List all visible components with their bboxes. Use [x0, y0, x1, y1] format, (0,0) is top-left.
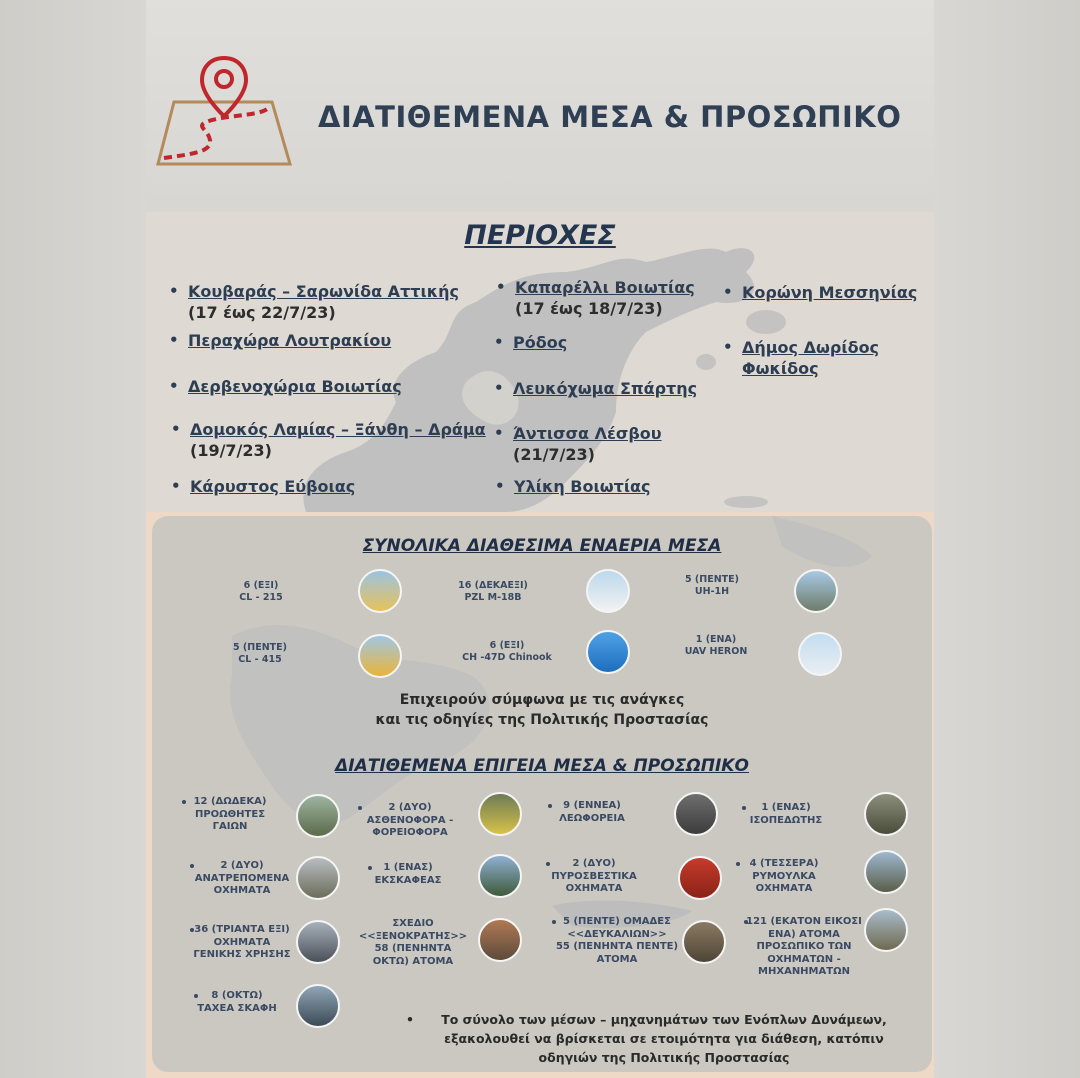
resources-panel	[152, 516, 932, 1072]
ground-item-label: 1 (ΕΝΑΣ) ΙΣΟΠΕΔΩΤΗΣ	[749, 802, 823, 826]
ground-item-label: 121 (ΕΚΑΤΟΝ ΕΙΚΟΣΙ ΕΝΑ) ΑΤΟΜΑ ΠΡΟΣΩΠΙΚΟ ΤΩΝ ΟΧΗΜΑΤΩΝ - ΜΗΧΑΝΗΜΑΤΩΝ	[746, 916, 862, 977]
grader-icon	[864, 792, 908, 836]
air-item-label: 6 (ΕΞΙ) CH -47D Chinook	[462, 640, 552, 663]
dump-truck-icon	[296, 856, 340, 900]
infographic-poster	[146, 0, 934, 1078]
region-item: • Περαχώρα Λουτρακίου	[169, 331, 392, 350]
ground-item-label: 2 (ΔΥΟ) ΑΝΑΤΡΕΠΟΜΕΝΑ ΟΧΗΜΑΤΑ	[194, 860, 290, 896]
bullet: •	[171, 420, 181, 438]
ground-item-label: 9 (ΕΝΝΕΑ) ΛΕΩΦΟΡΕΙΑ	[559, 800, 625, 824]
ground-item-label: 2 (ΔΥΟ) ΑΣΘΕΝΟΦΟΡΑ - ΦΟΡΕΙΟΦΟΡΑ	[366, 802, 454, 838]
ground-item-label: ΣΧΕΔΙΟ <<ΞΕΝΟΚΡΑΤΗΣ>> 58 (ΠΕΝΗΝΤΑ ΟΚΤΩ) ΑΤΟΜΑ	[358, 918, 468, 967]
ground-item-label: 5 (ΠΕΝΤΕ) ΟΜΑΔΕΣ <<ΔΕΥΚΑΛΙΩΝ>> 55 (ΠΕΝΗΝΤΑ ΠΕΝΤΕ) ΑΤΟΜΑ	[555, 916, 679, 965]
ground-assets-title: ΔΙΑΤΙΘΕΜΕΝΑ ΕΠΙΓΕΙΑ ΜΕΣΑ & ΠΡΟΣΩΠΙΚΟ	[335, 756, 749, 776]
ground-item-label: 1 (ΕΝΑΣ) ΕΚΣΚΑΦΕΑΣ	[374, 862, 442, 886]
bullet: •	[169, 282, 179, 300]
ambulance-icon	[478, 792, 522, 836]
canadair-cl415-icon	[358, 634, 402, 678]
bullet: •	[406, 1012, 414, 1027]
personnel-vehicles-icon	[864, 908, 908, 952]
region-item: • Ρόδος	[494, 333, 568, 352]
ground-item-label: 36 (ΤΡΙΑΝΤΑ ΕΞΙ) ΟΧΗΜΑΤΑ ΓΕΝΙΚΗΣ ΧΡΗΣΗΣ	[193, 924, 291, 960]
air-item-label: 5 (ΠΕΝΤΕ) UH-1H	[685, 574, 739, 597]
bus-icon	[674, 792, 718, 836]
ground-item-label: 12 (ΔΩΔΕΚΑ) ΠΡΟΩΘΗΤΕΣ ΓΑΙΩΝ	[193, 796, 267, 832]
tow-truck-icon	[864, 850, 908, 894]
rescue-team-icon	[682, 920, 726, 964]
huey-helicopter-icon	[794, 569, 838, 613]
canadair-cl215-icon	[358, 569, 402, 613]
pzl-dromader-icon	[586, 569, 630, 613]
page-title: ΔΙΑΤΙΘΕΜΕΝΑ ΜΕΣΑ & ΠΡΟΣΩΠΙΚΟ	[318, 100, 902, 134]
background-left	[0, 0, 146, 1078]
air-item-label: 6 (ΕΞΙ) CL - 215	[239, 580, 283, 603]
header	[146, 0, 934, 210]
region-item: • Κουβαράς – Σαρωνίδα Αττικής (17 έως 22/7/23)	[169, 282, 459, 322]
bullet: •	[169, 377, 179, 395]
operate-note: Επιχειρούν σύμφωνα με τις ανάγκες και τις οδηγίες της Πολιτικής Προστασίας	[375, 692, 709, 728]
regions-title: ΠΕΡΙΟΧΕΣ	[464, 220, 616, 251]
excavator-icon	[478, 854, 522, 898]
bullet: •	[171, 477, 181, 495]
bullet: •	[723, 283, 733, 301]
bulldozer-icon	[296, 794, 340, 838]
ground-item-label: 8 (ΟΚΤΩ) ΤΑΧΕΑ ΣΚΑΦΗ	[197, 990, 277, 1014]
air-assets-title: ΣΥΝΟΛΙΚΑ ΔΙΑΘΕΣΙΜΑ ΕΝΑΕΡΙΑ ΜΕΣΑ	[362, 536, 722, 556]
bullet: •	[496, 278, 506, 296]
region-item: • Δερβενοχώρια Βοιωτίας	[169, 377, 402, 396]
uav-drone-icon	[798, 632, 842, 676]
map-pin-route-icon	[152, 54, 296, 170]
region-item: • Λευκόχωμα Σπάρτης	[494, 379, 698, 398]
background-right	[934, 0, 1080, 1078]
firefighters-icon	[478, 918, 522, 962]
air-item-label: 16 (ΔΕΚΑΕΞΙ) PZL M-18B	[458, 580, 528, 603]
speedboat-icon	[296, 984, 340, 1028]
region-item: • Άντισσα Λέσβου (21/7/23)	[494, 424, 662, 464]
air-item-label: 1 (ΕΝΑ) UAV HERON	[684, 634, 748, 657]
region-item: • Κάρυστος Εύβοιας	[171, 477, 356, 496]
bullet: •	[494, 333, 504, 351]
ground-item-label: 4 (ΤΕΣΣΕΡΑ) ΡΥΜΟΥΛΚΑ ΟΧΗΜΑΤΑ	[749, 858, 819, 894]
region-item: • Δομοκός Λαμίας – Ξάνθη – Δράμα (19/7/23)	[171, 420, 486, 460]
bullet: •	[723, 338, 733, 356]
bullet: •	[169, 331, 179, 349]
bullet: •	[495, 477, 505, 495]
bullet: •	[494, 379, 504, 397]
region-item: • Δήμος Δωρίδος Φωκίδος	[723, 338, 880, 378]
region-item: • Καπαρέλλι Βοιωτίας (17 έως 18/7/23)	[496, 278, 695, 318]
bullet: •	[494, 424, 504, 442]
region-item: • Κορώνη Μεσσηνίας	[723, 283, 918, 302]
ground-item-label: 2 (ΔΥΟ) ΠΥΡΟΣΒΕΣΤΙΚΑ ΟΧΗΜΑΤΑ	[551, 858, 637, 894]
region-item: • Υλίκη Βοιωτίας	[495, 477, 651, 496]
fire-truck-icon	[678, 856, 722, 900]
chinook-helicopter-icon	[586, 630, 630, 674]
utility-vehicle-icon	[296, 920, 340, 964]
air-item-label: 5 (ΠΕΝΤΕ) CL - 415	[233, 642, 287, 665]
regions-section	[146, 212, 934, 512]
armed-forces-note: • Το σύνολο των μέσων – μηχανημάτων των Ενόπλων Δυνάμεων, εξακολουθεί να βρίσκεται σε ετοιμότητα για διάθεση, κατόπιν οδηγιών της Πολιτικής Προστασίας	[406, 1012, 887, 1065]
